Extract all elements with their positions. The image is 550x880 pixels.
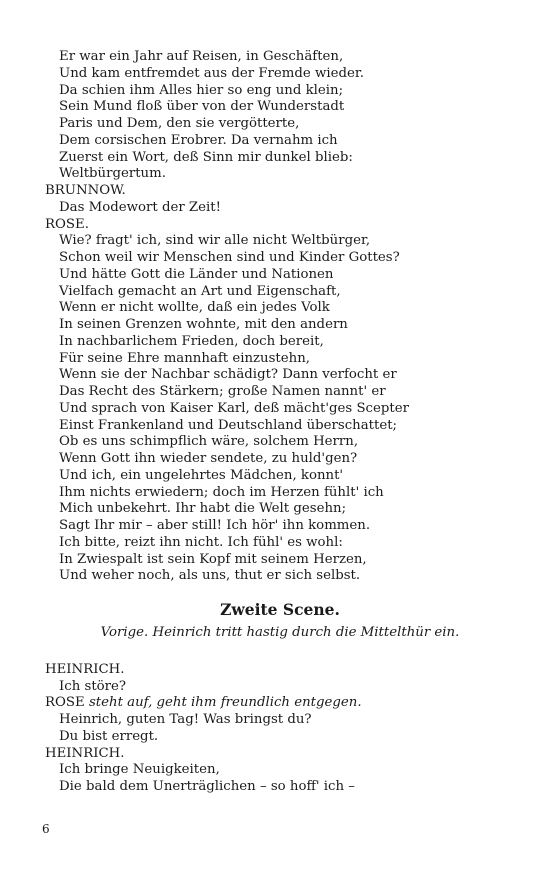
verse-line: Er war ein Jahr auf Reisen, in Geschäften, (59, 49, 344, 64)
verse-line: In seinen Grenzen wohnte, mit den andern (59, 317, 348, 332)
verse-line: Und kam entfremdet aus der Fremde wieder. (59, 65, 364, 81)
verse-line: Wenn Gott ihn wieder sendete, zu huld'gen? (59, 451, 358, 466)
verse-line: Ob es uns schimpflich wäre, solchem Herrn, (59, 434, 359, 450)
speaker-name: ROSE (45, 695, 85, 711)
verse-line: Das Modewort der Zeit! (59, 199, 221, 215)
verse-line: Und sprach von Kaiser Karl, deß mächt'ges Scepter (59, 400, 409, 416)
verse-line: Für seine Ehre mannhaft einzustehn, (59, 350, 310, 366)
verse-line: Mich unbekehrt. Ihr habt die Welt gesehn; (59, 501, 347, 517)
verse-line: Das Recht des Stärkern; große Namen nannt' er (59, 384, 386, 399)
verse-line: Und weher noch, als uns, thut er sich selbst. (59, 568, 361, 584)
verse-line: Die bald dem Unerträglichen – so hoff' ich – (59, 779, 355, 794)
verse-line: Wenn er nicht wollte, daß ein jedes Volk (59, 300, 330, 316)
verse-line: In Zwiespalt ist sein Kopf mit seinem Herzen, (59, 551, 367, 567)
verse-line: Sein Mund floß über von der Wunderstadt (59, 99, 345, 115)
inline-stage-direction: steht auf, geht ihm freundlich entgegen. (88, 695, 362, 711)
verse-line: Ihm nichts erwiedern; doch im Herzen fühlt' ich (59, 484, 384, 500)
verse-line: Paris und Dem, den sie vergötterte, (59, 116, 300, 131)
verse-line: Da schien ihm Alles hier so eng und klein; (59, 82, 344, 98)
verse-line: Und ich, ein ungelehrtes Mädchen, konnt' (59, 467, 344, 483)
verse-line: Dem corsischen Erobrer. Da vernahm ich (59, 132, 338, 148)
verse-line: Du bist erregt. (59, 728, 159, 744)
verse-line: Und hätte Gott die Länder und Nationen (59, 266, 334, 282)
verse-line: In nachbarlichem Frieden, doch bereit, (59, 333, 324, 349)
stage-direction: Vorige. Heinrich tritt hastig durch die Mittelthür ein. (100, 625, 460, 640)
speaker-name: HEINRICH. (45, 745, 125, 761)
speaker-name: ROSE. (45, 216, 89, 232)
verse-line: Ich störe? (59, 678, 127, 694)
scene-title: Zweite Scene. (220, 600, 340, 619)
verse-line: Vielfach gemacht an Art und Eigenschaft, (59, 283, 341, 299)
verse-line: Weltbürgertum. (59, 166, 166, 182)
verse-line: Wie? fragt' ich, sind wir alle nicht Weltbürger, (59, 233, 371, 249)
verse-line: Ich bringe Neuigkeiten, (59, 762, 220, 778)
speaker-line-with-direction (45, 695, 515, 712)
verse-line: Ich bitte, reizt ihn nicht. Ich fühl' es wohl: (59, 534, 343, 550)
verse-line: Wenn sie der Nachbar schädigt? Dann verfocht er (59, 367, 397, 383)
verse-line: Schon weil wir Menschen sind und Kinder Gottes? (59, 250, 400, 265)
speaker-name: BRÜNNOW. (45, 183, 126, 198)
verse-line: Zuerst ein Wort, deß Sinn mir dunkel blieb: (59, 149, 353, 165)
drama-text (45, 49, 515, 796)
verse-line: Einst Frankenland und Deutschland überschattet; (59, 417, 398, 433)
page-number: 6 (42, 822, 50, 836)
verse-line: Heinrich, guten Tag! Was bringst du? (59, 712, 312, 727)
verse-line: Sagt Ihr mir – aber still! Ich hör' ihn kommen. (59, 518, 371, 533)
speaker-name: HEINRICH. (45, 661, 125, 677)
